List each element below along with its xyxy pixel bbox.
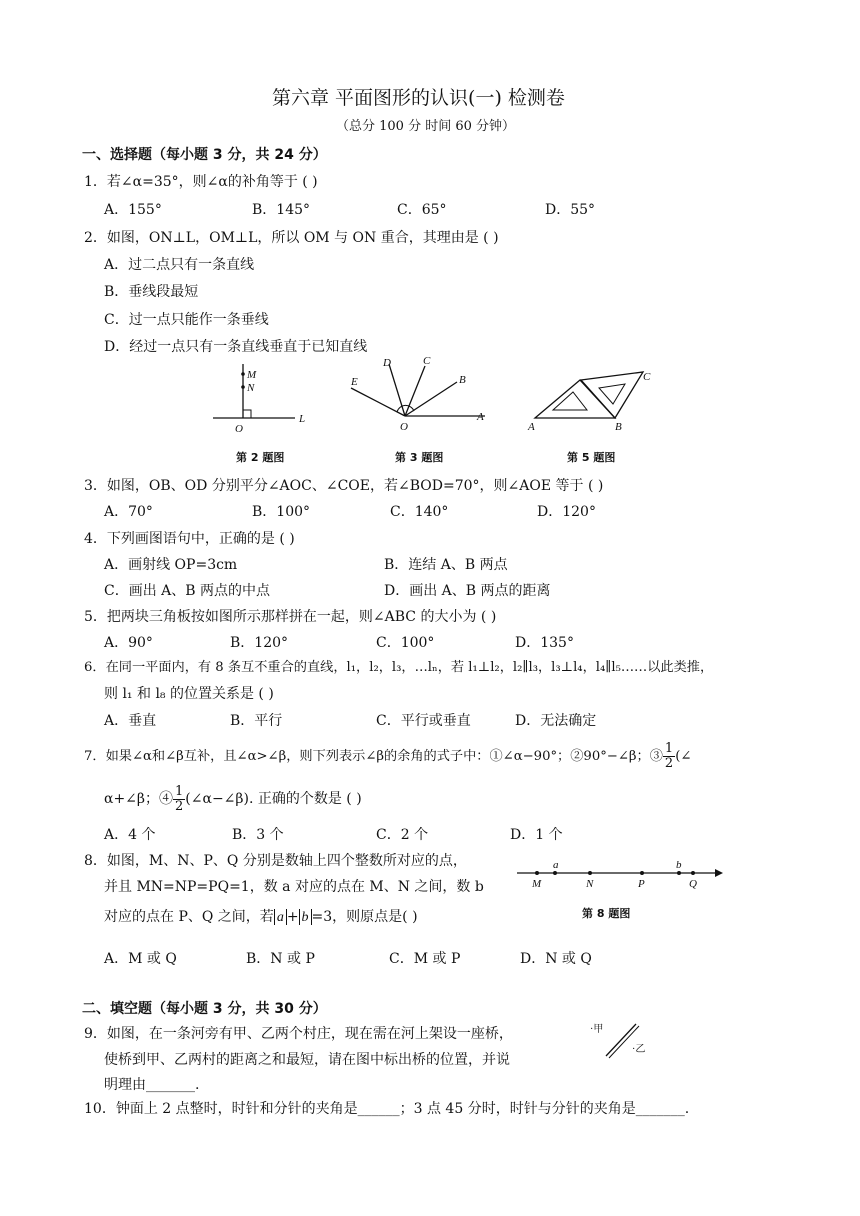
question-9-line3: 明理由_______. (104, 1077, 200, 1093)
q7-line2-text: α+∠β；④ (104, 791, 174, 807)
abs-a: a (274, 909, 287, 925)
question-6-stem-line1: 6．在同一平面内，有 8 条互不重合的直线，l₁，l₂，l₃，…lₙ，若 l₁⊥l₂，l₂∥l₃，l₃⊥l₄，l₄∥l₅……以此类推， (84, 660, 714, 675)
q3-option-a: A．70° (104, 504, 153, 520)
q2-option-d: D．经过一点只有一条直线垂直于已知直线 (104, 339, 368, 355)
figure-2-caption: 第 2 题图 (236, 451, 285, 464)
q6-option-b: B．平行 (230, 713, 283, 729)
q7-option-c: C．2 个 (376, 827, 429, 843)
q3-option-d: D．120° (537, 504, 596, 520)
figure-8-number-line (515, 858, 730, 893)
q8-option-c: C．M 或 P (389, 951, 461, 967)
q6-option-c: C．平行或垂直 (376, 713, 471, 729)
fig3-label-e: E (351, 376, 358, 388)
fig8-label-q: Q (689, 878, 697, 890)
fig9-label-jia: ·甲 (590, 1024, 604, 1035)
question-10: 10．钟面上 2 点整时，时针和分针的夹角是______；3 点 45 分时，时针与分针的夹角是_______. (84, 1101, 690, 1117)
question-1-stem: 1．若∠α=35°，则∠α的补角等于 ( ) (84, 174, 318, 190)
fig5-label-a: A (528, 421, 535, 433)
fig8-label-a: a (553, 859, 559, 871)
question-8-stem-line1: 8．如图，M、N、P、Q 分别是数轴上四个整数所对应的点， (84, 853, 467, 869)
q7-option-a: A．4 个 (104, 827, 156, 843)
q7-line1-text: 7．如果∠α和∠β互补，且∠α>∠β，则下列表示∠β的余角的式子中：①∠α−90°；②90°−∠β；③ (84, 749, 663, 764)
q7-fraction-half-2: $\frac{1}{2}$ (175, 783, 184, 814)
figure-8-caption: 第 8 题图 (582, 907, 631, 920)
page-title: 第六章 平面图形的认识(一) 检测卷 (272, 87, 565, 109)
fig5-label-b: B (615, 421, 622, 433)
q5-option-b: B．120° (230, 635, 289, 651)
section-heading-fill: 二、填空题（每小题 3 分，共 30 分） (82, 1001, 327, 1017)
figure-5-diagram (525, 368, 660, 438)
question-4-stem: 4．下列画图语句中，正确的是 ( ) (84, 531, 295, 547)
q4-option-a: A．画射线 OP=3cm (104, 557, 238, 573)
fig3-label-c: C (423, 355, 431, 367)
q5-option-c: C．100° (376, 635, 435, 651)
q5-option-d: D．135° (515, 635, 574, 651)
fig8-label-m: M (532, 878, 542, 890)
abs-b: b (299, 909, 312, 925)
question-8-stem-line2: 并且 MN=NP=PQ=1，数 a 对应的点在 M、N 之间，数 b (104, 879, 484, 895)
q1-option-a: A．155° (104, 202, 162, 218)
q7-option-d: D．1 个 (510, 827, 563, 843)
section-heading-choice: 一、选择题（每小题 3 分，共 24 分） (82, 147, 327, 163)
q7-option-b: B．3 个 (232, 827, 284, 843)
q6-option-d: D．无法确定 (515, 713, 597, 729)
q2-option-a: A．过二点只有一条直线 (104, 257, 255, 273)
figure-3-diagram (345, 352, 495, 437)
question-6-stem-line2: 则 l₁ 和 l₈ 的位置关系是 ( ) (104, 686, 274, 702)
question-8-stem-line3: 对应的点在 P、Q 之间，若 a + b =3，则原点是( ) (104, 909, 418, 925)
q3-option-b: B．100° (252, 504, 311, 520)
q1-option-c: C．65° (397, 202, 447, 218)
q3-option-c: C．140° (390, 504, 449, 520)
fig3-label-a: A (477, 411, 484, 423)
fig8-label-n: N (586, 878, 594, 890)
fig5-label-c: C (643, 371, 651, 383)
fig2-label-m: M (247, 369, 257, 381)
question-9-line2: 使桥到甲、乙两村的距离之和最短，请在图中标出桥的位置，并说 (104, 1052, 510, 1068)
fig3-label-d: D (383, 357, 391, 369)
figure-5-caption: 第 5 题图 (567, 451, 616, 464)
q8-option-a: A．M 或 Q (104, 951, 177, 967)
question-7-stem-line2 (104, 782, 362, 816)
page-subtitle: （总分 100 分 时间 60 分钟） (336, 119, 516, 134)
figure-2-diagram (205, 360, 325, 440)
fig3-label-o: O (400, 421, 408, 433)
question-2-stem: 2．如图，ON⊥L，OM⊥L，所以 OM 与 ON 重合，其理由是 ( ) (84, 230, 499, 246)
q7-line1-tail: (∠ (675, 749, 692, 764)
q2-option-c: C．过一点只能作一条垂线 (104, 312, 269, 328)
fig8-label-p: P (638, 878, 645, 890)
fig9-label-yi: ·乙 (632, 1044, 646, 1055)
q5-option-a: A．90° (104, 635, 153, 651)
fig8-label-b: b (676, 859, 682, 871)
q4-option-b: B．连结 A、B 两点 (384, 557, 508, 573)
q2-option-b: B．垂线段最短 (104, 284, 199, 300)
question-3-stem: 3．如图，OB、OD 分别平分∠AOC、∠COE，若∠BOD=70°，则∠AOE 等于 ( ) (84, 478, 604, 494)
q7-fraction-half-1: $\frac{1}{2}$ (664, 741, 674, 771)
q4-option-d: D．画出 A、B 两点的距离 (384, 583, 551, 599)
fig3-label-b: B (459, 374, 466, 386)
fig2-label-o: O (235, 423, 243, 435)
q4-option-c: C．画出 A、B 两点的中点 (104, 583, 271, 599)
question-7-stem-line1 (84, 740, 691, 774)
q1-option-d: D．55° (545, 202, 596, 218)
figure-9-river (588, 1018, 668, 1063)
q1-option-b: B．145° (252, 202, 311, 218)
q7-line2-tail: (∠α−∠β). 正确的个数是 ( ) (185, 791, 362, 807)
fig2-label-n: N (247, 382, 255, 394)
fig2-label-l: L (299, 413, 306, 425)
q8-option-d: D．N 或 Q (520, 951, 592, 967)
figure-3-caption: 第 3 题图 (395, 451, 444, 464)
q6-option-a: A．垂直 (104, 713, 157, 729)
q8-option-b: B．N 或 P (246, 951, 315, 967)
question-9-line1: 9．如图，在一条河旁有甲、乙两个村庄，现在需在河上架设一座桥， (84, 1026, 513, 1042)
question-5-stem: 5．把两块三角板按如图所示那样拼在一起，则∠ABC 的大小为 ( ) (84, 609, 497, 625)
